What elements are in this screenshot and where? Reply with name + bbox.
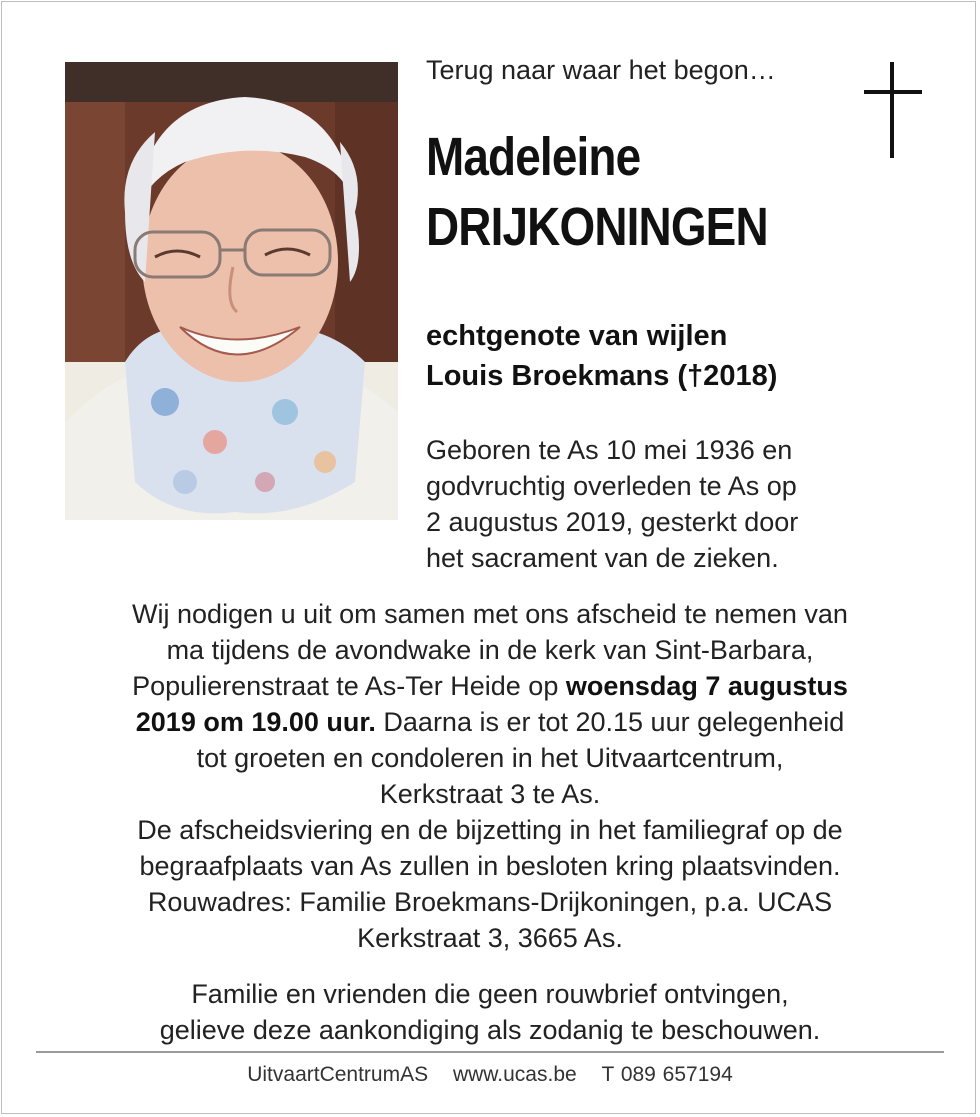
deceased-name	[426, 122, 768, 262]
last-name: DRIJKONINGEN	[426, 197, 768, 257]
portrait-photo	[65, 62, 398, 520]
invite-line-1: Wij nodigen u uit om samen met ons afscheid te nemen van	[132, 599, 848, 629]
invite-line-7: De afscheidsviering en de bijzetting in het familiegraf op de	[137, 815, 843, 845]
invite-time: 2019 om 19.00 uur.	[135, 707, 376, 737]
invite-date: woensdag 7 augustus	[565, 671, 848, 701]
invite-line-2: ma tijdens de avondwake in de kerk van Sint-Barbara,	[166, 635, 814, 665]
birth-line-1: Geboren te As 10 mei 1936 en	[426, 435, 793, 465]
footer-website[interactable]: www.ucas.be	[452, 1063, 577, 1086]
invite-line-5: tot groeten en condoleren in het Uitvaartcentrum,	[196, 743, 784, 773]
invitation-text	[40, 596, 940, 956]
spouse-info	[426, 316, 777, 396]
notice-text	[40, 976, 940, 1048]
footer-company: UitvaartCentrumAS	[247, 1063, 429, 1086]
invite-line-3-text: Populierenstraat te As-Ter Heide op	[132, 671, 566, 701]
invite-line-3	[40, 668, 940, 704]
footer-divider	[36, 1051, 944, 1053]
cross-icon	[864, 62, 922, 158]
footer	[0, 1063, 980, 1087]
spouse-line-1: echtgenote van wijlen	[426, 320, 728, 352]
invite-line-9: Rouwadres: Familie Broekmans-Drijkoningen, p.a. UCAS	[147, 887, 833, 917]
invite-line-4	[40, 704, 940, 740]
birth-line-2: godvruchtig overleden te As op	[426, 471, 797, 501]
spouse-line-2: Louis Broekmans (†2018)	[426, 360, 778, 392]
footer-phone: T 089 657194	[601, 1063, 733, 1086]
birth-death-info	[426, 432, 798, 576]
notice-line-2: gelieve deze aankondiging als zodanig te beschouwen.	[159, 1015, 821, 1045]
birth-line-4: het sacrament van de zieken.	[426, 543, 779, 573]
invite-line-6: Kerkstraat 3 te As.	[379, 779, 601, 809]
invite-line-4-text: Daarna is er tot 20.15 uur gelegenheid	[375, 707, 845, 737]
invite-line-10: Kerkstraat 3, 3665 As.	[357, 923, 623, 953]
tagline: Terug naar waar het begon…	[426, 55, 776, 85]
birth-line-3: 2 augustus 2019, gesterkt door	[426, 507, 799, 537]
notice-line-1: Familie en vrienden die geen rouwbrief ontvingen,	[191, 979, 789, 1009]
first-name: Madeleine	[426, 127, 641, 187]
invite-line-8: begraafplaats van As zullen in besloten kring plaatsvinden.	[139, 851, 841, 881]
